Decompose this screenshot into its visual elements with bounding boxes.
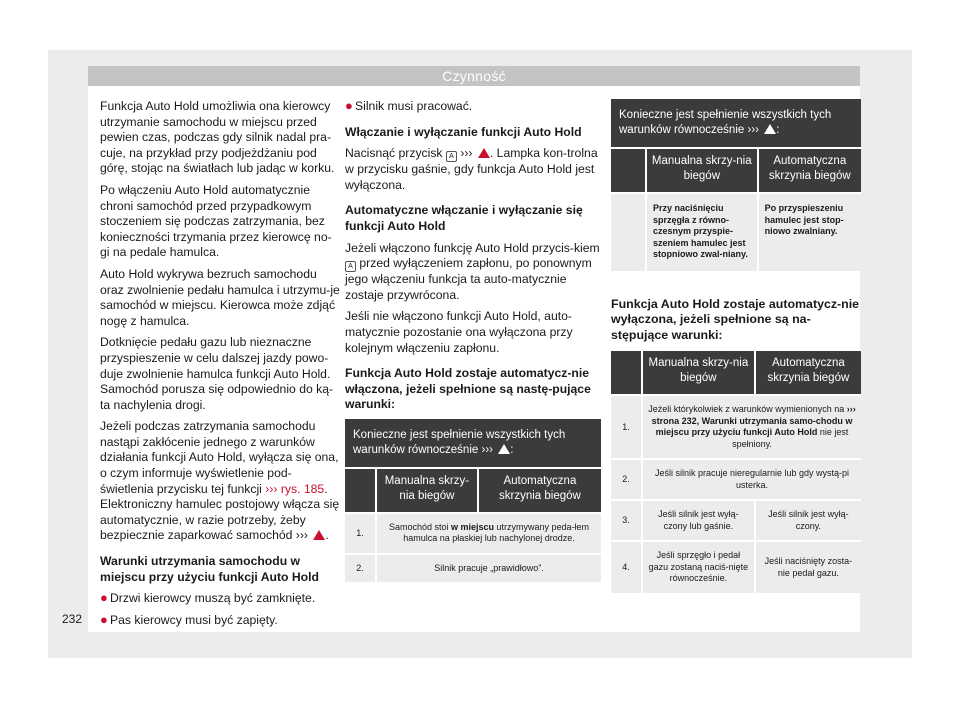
table-row (611, 395, 861, 459)
warning-icon (313, 530, 325, 540)
paragraph (345, 146, 601, 193)
cell-auto: Jeśli naciśnięty zosta-nie pedał gazu. (755, 541, 861, 593)
text-span: nie jest spełniony. (732, 427, 849, 449)
table-header-auto: Automatyczna skrzynia biegów (758, 148, 861, 193)
table-header-auto: Automatyczna skrzynia biegów (478, 468, 601, 513)
text-span: przed wyłączeniem zapłonu, po ponownym jego włączeniu funkcja ta auto-matycznie zostaje przywrócona. (345, 256, 592, 302)
section-heading: Funkcja Auto Hold zostaje automatycz-nie włączona, jeżeli spełnione są nastę-pujące warunki: (345, 366, 591, 412)
section-heading: Funkcja Auto Hold zostaje automatycz-nie wyłączona, jeżeli spełnione są na-stępujące warunki: (611, 296, 860, 342)
conditions-table (345, 419, 601, 583)
column-3 (611, 99, 861, 593)
section-heading: Warunki utrzymania samochodu w miejscu przy użyciu funkcji Auto Hold (100, 554, 319, 584)
row-text (642, 395, 861, 459)
auto-hold-button-icon: A (446, 151, 457, 162)
warning-icon (478, 148, 490, 158)
row-number: 1. (611, 395, 642, 459)
table-header-empty (611, 148, 646, 193)
text-span: Nacisnąć przycisk (345, 146, 446, 161)
row-number: 1. (345, 513, 376, 554)
table-row (611, 459, 861, 500)
text-span: utrzymywany peda-łem hamulca na płaskiej lub nachylonej drodze. (403, 521, 590, 544)
link-arrows[interactable]: ››› (295, 528, 308, 543)
text-bold[interactable]: ››› strona 232, Warunki utrzymania samo-chodu w miejscu przy użyciu funkcji Auto Hold (651, 404, 856, 438)
row-number: 3. (611, 500, 642, 541)
row-number: 4. (611, 541, 642, 593)
paragraph: Funkcja Auto Hold umożliwia ona kierowcy utrzymanie samochodu w miejscu przed pewien czas, podczas gdy silnik nadal pra-cuje, na przykład przy podjeżdżaniu pod górę, stojąc na światłach lub jadąc w korku. (100, 99, 335, 176)
cell-auto: Jeśli silnik jest wyłą-czony. (755, 500, 861, 541)
list-item-text: Pas kierowcy musi być zapięty. (110, 612, 278, 627)
table-row (611, 541, 861, 593)
text-bold: w miejscu (450, 521, 495, 532)
row-number: 2. (611, 459, 642, 500)
table-header-manual: Manualna skrzy-nia biegów (646, 148, 758, 193)
text-span: Jeżeli włączono funkcję Auto Hold przycis-kiem (345, 240, 600, 255)
row-text: Silnik pracuje „prawidłowo”. (376, 554, 601, 583)
table-header-row (611, 148, 861, 193)
auto-hold-button-icon: A (345, 261, 356, 272)
cell-auto: Po przyspieszeniu hamulec jest stop-niowo zwalniany. (758, 193, 861, 271)
paragraph: Dotknięcie pedału gazu lub nieznaczne przyspieszenie w celu dalszej jazdy powo-duje zwolnienie hamulca funkcji Auto Hold. Samochód porusza się odpowiednio do ką-ta nachylenia drogi. (100, 335, 334, 412)
table-header-auto: Automatyczna skrzynia biegów (755, 350, 861, 395)
cell-manual: Jeśli sprzęgło i pedał gazu zostaną naciś-nięte równocześnie. (642, 541, 755, 593)
table-header-manual: Manualna skrzy-nia biegów (376, 468, 478, 513)
paragraph: Po włączeniu Auto Hold automatycznie chroni samochód przed przypadkowym stoczeniem się podczas zatrzymania, bez konieczności trzymania przez kierowcę no-gi na pedale hamulca. (100, 182, 332, 260)
table (611, 349, 861, 593)
list-item-text: Silnik musi pracować. (355, 99, 473, 113)
column-1 (100, 99, 340, 634)
text-span: Jeżeli podczas zatrzymania samochodu nastąpi zakłócenie jednego z warunków działania funkcji Auto Hold, wyłącza się ona, o czym informuje wyświetlenie pod-świetlenia przycisku tej funkcji (100, 419, 339, 496)
section-heading: Automatyczne włączanie i wyłączanie się funkcji Auto Hold (345, 203, 583, 233)
list-item (100, 591, 340, 607)
row-text: Jeśli silnik pracuje nieregularnie lub gdy wystą-pi usterka. (642, 459, 861, 500)
table-caption: Konieczne jest spełnienie wszystkich tych warunków równocześnie ››› : (611, 99, 861, 147)
text-span: Jeżeli którykolwiek z warunków wymienionych na (648, 404, 847, 415)
link-arrows[interactable]: ››› (481, 443, 493, 456)
deactivation-table (611, 349, 861, 593)
table-header-manual: Manualna skrzy-nia biegów (642, 350, 755, 395)
bullet-icon: ● (100, 590, 108, 606)
cell-manual: Jeśli silnik jest wyłą-czony lub gaśnie. (642, 500, 755, 541)
paragraph: Jeżeli podczas zatrzymania samochodu nastąpi zakłócenie jednego z warunków działania funkcji Auto Hold, wyłącza się ona, o czym informuje wyświetlenie pod-świetlenia przycisku tej funkcji ››› rys. 185. Elektroniczny hamulec postojowy włącza się automatycznie, w razie potrzeby, żeby bezpiecznie zaparkować samochód ››› . (100, 419, 340, 543)
section-heading: Włączanie i wyłączanie funkcji Auto Hold (345, 124, 582, 139)
page-number: 232 (62, 612, 83, 626)
column-2 (345, 99, 601, 582)
bullet-icon: ● (100, 611, 108, 627)
text-span: . Elektroniczny hamulec postojowy włącza się automatycznie, w razie potrzeby, żeby bezpiecznie zaparkować samochód (100, 481, 340, 543)
warning-icon (498, 444, 510, 454)
table-header-row (345, 468, 601, 513)
table-row (345, 513, 601, 554)
conditions-table-continued (611, 99, 861, 271)
list-item-text: Drzwi kierowcy muszą być zamknięte. (110, 591, 316, 606)
row-number-empty (611, 193, 646, 271)
paragraph: Auto Hold wykrywa bezruch samochodu oraz zwolnienie pedału hamulca i utrzymu-je samochód w miejscu. Kierowca może zdjąć nogę z hamulca. (100, 266, 340, 328)
table-header-empty (345, 468, 376, 513)
table (345, 467, 601, 583)
row-text (376, 513, 601, 554)
table-header-row (611, 350, 861, 395)
list-item (345, 99, 601, 115)
text-span: . Lampka kon-trolna w przycisku gaśnie, gdy funkcja Auto Hold jest wyłączona. (345, 146, 598, 192)
table-row (611, 500, 861, 541)
table-caption-text: Konieczne jest spełnienie wszystkich tych warunków równocześnie (353, 428, 566, 456)
list-item (100, 613, 340, 629)
table (611, 147, 861, 271)
link-arrows[interactable]: ››› (747, 124, 759, 136)
table-row (611, 193, 861, 271)
warning-icon (764, 124, 776, 134)
table-row (345, 554, 601, 583)
table-caption-text: Konieczne jest spełnienie wszystkich tych warunków równocześnie (619, 109, 832, 136)
header-title: Czynność (442, 68, 506, 84)
text-span: Samochód stoi (388, 521, 451, 532)
table-caption: Konieczne jest spełnienie wszystkich tych warunków równocześnie ››› : (345, 419, 601, 467)
paragraph (345, 241, 601, 304)
figure-link[interactable]: ››› rys. 185 (265, 481, 325, 496)
link-arrows[interactable]: ››› (460, 146, 473, 161)
table-header-empty (611, 350, 642, 395)
bullet-icon: ● (345, 98, 353, 113)
cell-manual: Przy naciśnięciu sprzęgła z równo-czesnym przyspie-szeniem hamulec jest stopniowo zwal-niany. (646, 193, 758, 271)
paragraph: Jeśli nie włączono funkcji Auto Hold, auto-matycznie pozostanie ona wyłączona przy kolejnym włączeniu zapłonu. (345, 309, 573, 355)
page-header (88, 66, 860, 86)
row-number: 2. (345, 554, 376, 583)
